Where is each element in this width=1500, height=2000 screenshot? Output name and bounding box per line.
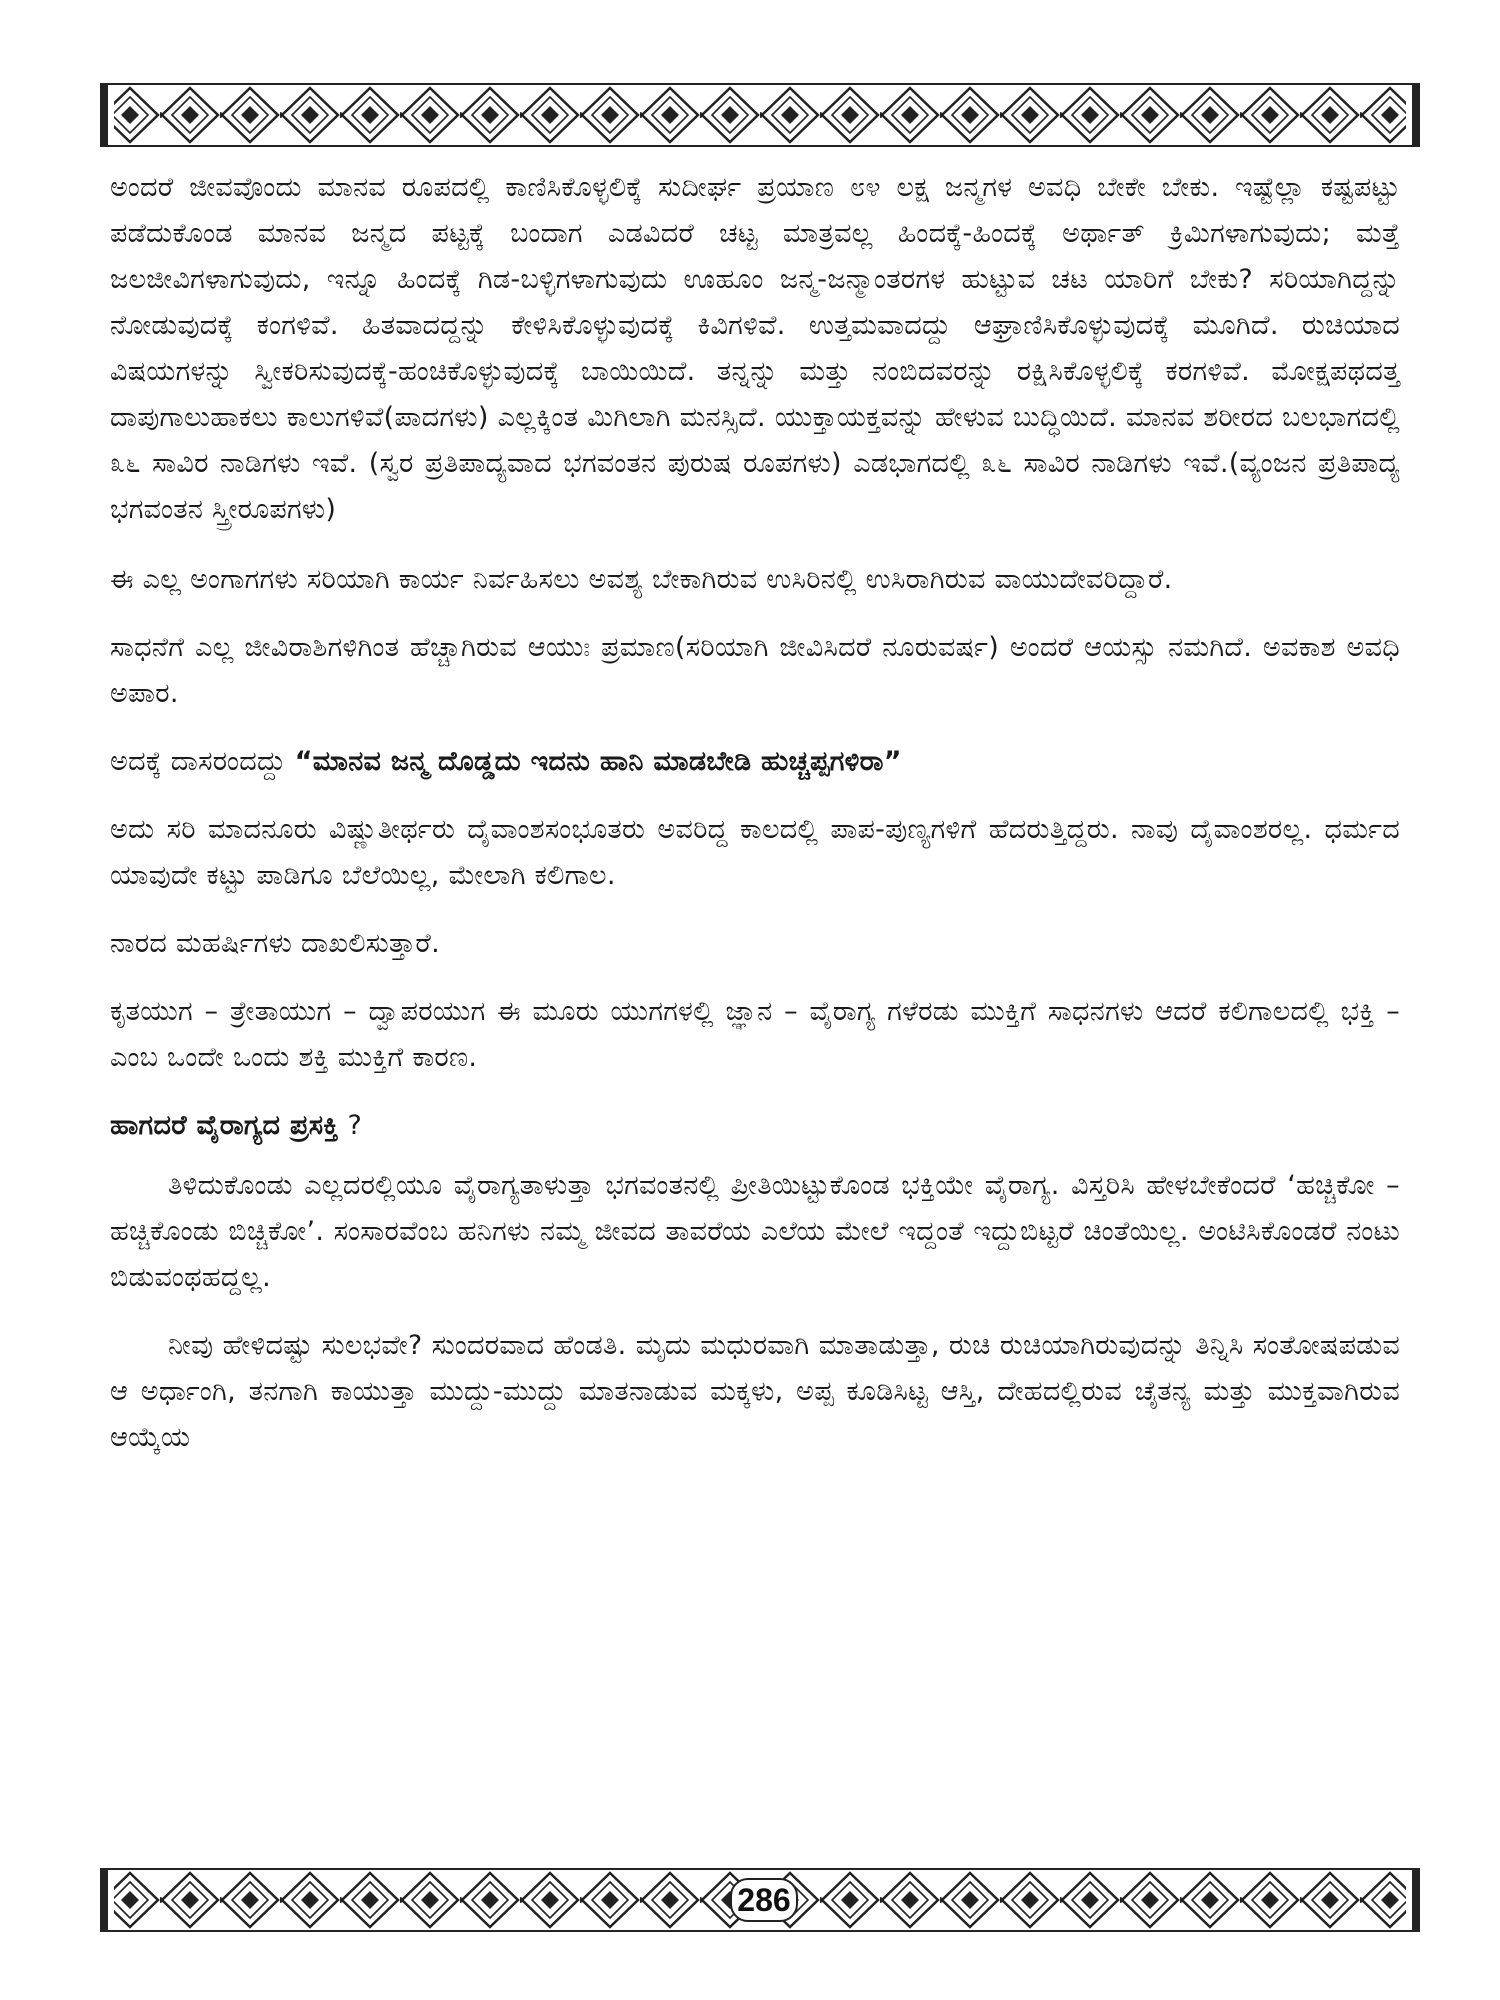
dasa-quote: “ಮಾನವ ಜನ್ಮ ದೊಡ್ಡದು ಇದನು ಹಾನಿ ಮಾಡಬೇಡಿ ಹುಚ್ಚಪ್ಪಗಳಿರಾ” bbox=[294, 746, 902, 777]
page-body bbox=[110, 165, 1400, 1485]
paragraph-lifespan: ಸಾಧನೆಗೆ ಎಲ್ಲ ಜೀವಿರಾಶಿಗಳಿಗಿಂತ ಹೆಚ್ಚಾಗಿರುವ ಆಯುಃ ಪ್ರಮಾಣ(ಸರಿಯಾಗಿ ಜೀವಿಸಿದರೆ ನೂರುವರ್ಷ) ಅಂದರೆ ಆಯಸ್ಸು ನಮಗಿದೆ. ಅವಕಾಶ ಅವಧಿ ಅಪಾರ. bbox=[110, 632, 1400, 709]
top-ornamental-border bbox=[100, 80, 1420, 150]
paragraph-yugas: ಕೃತಯುಗ – ತ್ರೇತಾಯುಗ – ದ್ವಾಪರಯುಗ ಈ ಮೂರು ಯುಗಗಳಲ್ಲಿ ಜ್ಞಾನ – ವೈರಾಗ್ಯ ಗಳೆರಡು ಮುಕ್ತಿಗೆ ಸಾಧನಗಳು ಆದರೆ ಕಲಿಗಾಲದಲ್ಲಿ ಭಕ್ತಿ – ಎಂಬ ಒಂದೇ ಒಂದು ಶಕ್ತಿ ಮುಕ್ತಿಗೆ ಕಾರಣ. bbox=[110, 996, 1400, 1073]
paragraph-vayu: ಈ ಎಲ್ಲ ಅಂಗಾಗಗಳು ಸರಿಯಾಗಿ ಕಾರ್ಯ ನಿರ್ವಹಿಸಲು ಅವಶ್ಯ ಬೇಕಾಗಿರುವ ಉಸಿರಿನಲ್ಲಿ ಉಸಿರಾಗಿರುವ ವಾಯುದೇವರಿದ್ದಾರೆ. bbox=[110, 564, 1173, 595]
quote-lead: ಅದಕ್ಕೆ ದಾಸರಂದದ್ದು bbox=[110, 746, 295, 777]
paragraph-narada: ನಾರದ ಮಹರ್ಷಿಗಳು ದಾಖಲಿಸುತ್ತಾರೆ. bbox=[110, 928, 440, 959]
paragraph-vairagya: ತಿಳಿದುಕೊಂಡು ಎಲ್ಲದರಲ್ಲಿಯೂ ವೈರಾಗ್ಯತಾಳುತ್ತಾ ಭಗವಂತನಲ್ಲಿ ಪ್ರೀತಿಯಿಟ್ಟುಕೊಂಡ ಭಕ್ತಿಯೇ ವೈರಾಗ್ಯ. ವಿಸ್ತರಿಸಿ ಹೇಳಬೇಕೆಂದರೆ ‘ಹಚ್ಚಿಕೋ – ಹಚ್ಚಿಕೊಂಡು ಬಿಚ್ಚಿಕೋ’. ಸಂಸಾರವೆಂಬ ಹನಿಗಳು ನಮ್ಮ ಜೀವದ ತಾವರೆಯ ಎಲೆಯ ಮೇಲೆ ಇದ್ದಂತೆ ಇದ್ದುಬಿಟ್ಟರೆ ಚಿಂತೆಯಿಲ್ಲ. ಅಂಟಿಸಿಕೊಂಡರೆ ನಂಟು ಬಿಡುವಂಥಹದ್ದಲ್ಲ. bbox=[110, 1170, 1400, 1293]
paragraph-birth-cycles: ಅಂದರೆ ಜೀವವೊಂದು ಮಾನವ ರೂಪದಲ್ಲಿ ಕಾಣಿಸಿಕೊಳ್ಳಲಿಕ್ಕೆ ಸುದೀರ್ಘ ಪ್ರಯಾಣ ೮೪ ಲಕ್ಷ ಜನ್ಮಗಳ ಅವಧಿ ಬೇಕೇ ಬೇಕು. ಇಷ್ಟೆಲ್ಲಾ ಕಷ್ಟಪಟ್ಟು ಪಡೆದುಕೊಂಡ ಮಾನವ ಜನ್ಮದ ಪಟ್ಟಕ್ಕೆ ಬಂದಾಗ ಎಡವಿದರೆ ಚಟ್ಟ ಮಾತ್ರವಲ್ಲ ಹಿಂದಕ್ಕೆ-ಹಿಂದಕ್ಕೆ ಅರ್ಥಾತ್ ಕ್ರಿಮಿಗಳಾಗುವುದು; ಮತ್ತೆ ಜಲಜೀವಿಗಳಾಗುವುದು, ಇನ್ನೂ ಹಿಂದಕ್ಕೆ ಗಿಡ-ಬಳ್ಳಿಗಳಾಗುವುದು ಊಹೂಂ ಜನ್ಮ-ಜನ್ಮಾಂತರಗಳ ಹುಟ್ಟುವ ಚಟ ಯಾರಿಗೆ ಬೇಕು? ಸರಿಯಾಗಿದ್ದನ್ನು ನೋಡುವುದಕ್ಕೆ ಕಂಗಳಿವೆ. ಹಿತವಾದದ್ದನ್ನು ಕೇಳಿಸಿಕೊಳ್ಳುವುದಕ್ಕೆ ಕಿವಿಗಳಿವೆ. ಉತ್ತಮವಾದದ್ದು ಆಘ್ರಾಣಿಸಿಕೊಳ್ಳುವುದಕ್ಕೆ ಮೂಗಿದೆ. ರುಚಿಯಾದ ವಿಷಯಗಳನ್ನು ಸ್ವೀಕರಿಸುವುದಕ್ಕೆ-ಹಂಚಿಕೊಳ್ಳುವುದಕ್ಕೆ ಬಾಯಿಯಿದೆ. ತನ್ನನ್ನು ಮತ್ತು ನಂಬಿದವರನ್ನು ರಕ್ಷಿಸಿಕೊಳ್ಳಲಿಕ್ಕೆ ಕರಗಳಿವೆ. ಮೋಕ್ಷಪಥದತ್ತ ದಾಪುಗಾಲುಹಾಕಲು ಕಾಲುಗಳಿವೆ(ಪಾದಗಳು) ಎಲ್ಲಕ್ಕಿಂತ ಮಿಗಿಲಾಗಿ ಮನಸ್ಸಿದೆ. ಯುಕ್ತಾಯಕ್ತವನ್ನು ಹೇಳುವ ಬುದ್ಧಿಯಿದೆ. ಮಾನವ ಶರೀರದ ಬಲಭಾಗದಲ್ಲಿ ೩೬ ಸಾವಿರ ನಾಡಿಗಳು ಇವೆ. (ಸ್ವರ ಪ್ರತಿಪಾದ್ಯವಾದ ಭಗವಂತನ ಪುರುಷ ರೂಪಗಳು) ಎಡಭಾಗದಲ್ಲಿ ೩೬ ಸಾವಿರ ನಾಡಿಗಳು ಇವೆ.(ವ್ಯಂಜನ ಪ್ರತಿಪಾದ್ಯ ಭಗವಂತನ ಸ್ತ್ರೀರೂಪಗಳು) bbox=[110, 172, 1400, 525]
page-number: 286 bbox=[730, 1878, 798, 1922]
dasa-quote-line bbox=[110, 739, 1400, 785]
paragraph-vishnutirtha: ಅದು ಸರಿ ಮಾದನೂರು ವಿಷ್ಣುತೀರ್ಥರು ದೈವಾಂಶಸಂಭೂತರು ಅವರಿದ್ದ ಕಾಲದಲ್ಲಿ ಪಾಪ-ಪುಣ್ಯಗಳಿಗೆ ಹೆದರುತ್ತಿದ್ದರು. ನಾವು ದೈವಾಂಶರಲ್ಲ. ಧರ್ಮದ ಯಾವುದೇ ಕಟ್ಟು ಪಾಡಿಗೂ ಬೆಲೆಯಿಲ್ಲ, ಮೇಲಾಗಿ ಕಲಿಗಾಲ. bbox=[110, 814, 1400, 891]
paragraph-worldly-ties: ನೀವು ಹೇಳಿದಷ್ಟು ಸುಲಭವೇ? ಸುಂದರವಾದ ಹೆಂಡತಿ. ಮೃದು ಮಧುರವಾಗಿ ಮಾತಾಡುತ್ತಾ, ರುಚಿ ರುಚಿಯಾಗಿರುವುದನ್ನು ತಿನ್ನಿಸಿ ಸಂತೋಷಪಡುವ ಆ ಅರ್ಧಾಂಗಿ, ತನಗಾಗಿ ಕಾಯುತ್ತಾ ಮುದ್ದು-ಮುದ್ದು ಮಾತನಾಡುವ ಮಕ್ಕಳು, ಅಪ್ಪ ಕೂಡಿಸಿಟ್ಟ ಆಸ್ತಿ, ದೇಹದಲ್ಲಿರುವ ಚೈತನ್ಯ ಮತ್ತು ಮುಕ್ತವಾಗಿರುವ ಆಯ್ಕೆಯ bbox=[110, 1330, 1400, 1453]
heading-mark: ? bbox=[338, 1110, 363, 1141]
heading-text: ಹಾಗದರೆ ವೈರಾಗ್ಯದ ಪ್ರಸಕ್ತಿ bbox=[110, 1110, 339, 1141]
section-heading bbox=[110, 1103, 1400, 1149]
